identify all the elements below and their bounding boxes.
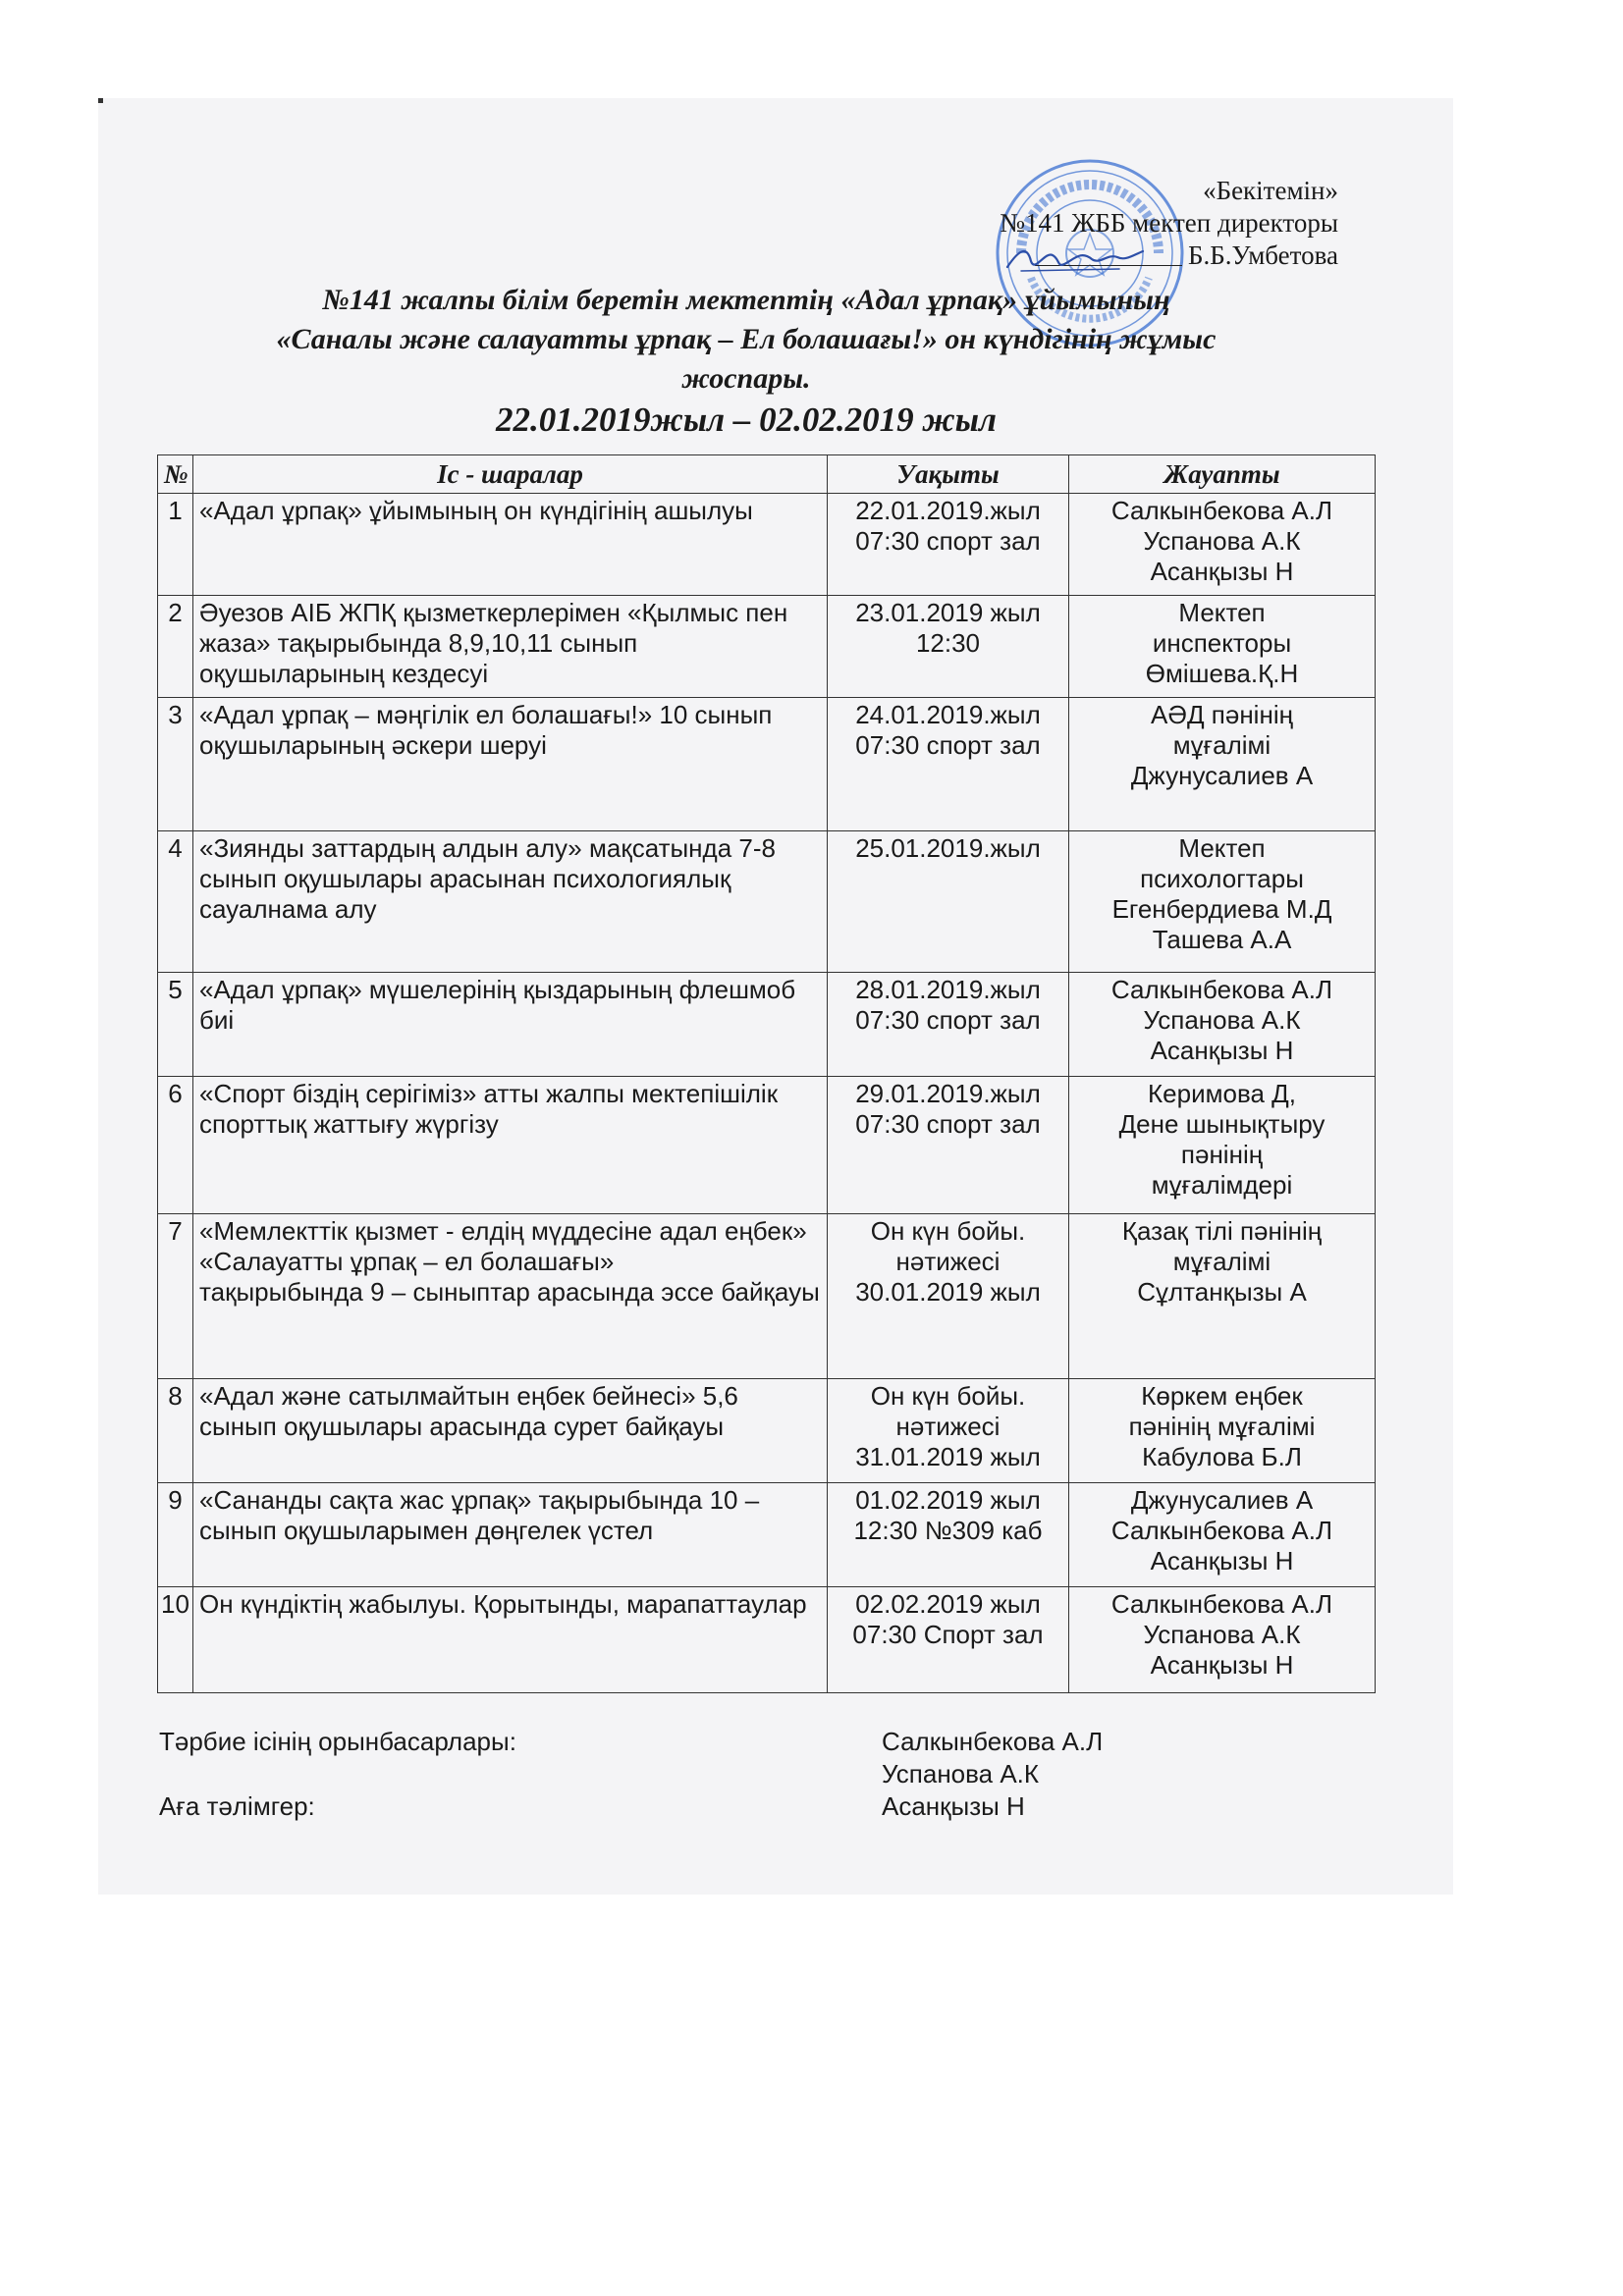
spacer	[159, 1758, 882, 1790]
responsible-cell	[1069, 596, 1376, 698]
event-text: «Адал және сатылмайтын еңбек бейнесі» 5,6 сынып оқушылары арасында сурет байқауы	[199, 1381, 738, 1441]
table-row	[158, 1483, 1376, 1587]
responsible-text: Мектеп психологтары Егенбердиева М.Д Ташева А.А	[1111, 833, 1332, 954]
table-row	[158, 596, 1376, 698]
approval-heading: «Бекітемін»	[1203, 176, 1338, 205]
header-responsible: Жауапты	[1069, 455, 1376, 494]
time-cell	[828, 1587, 1069, 1693]
deputies-label: Тәрбие ісінің орынбасарлары:	[159, 1727, 516, 1756]
time-cell	[828, 1077, 1069, 1214]
event-cell	[193, 1379, 828, 1483]
row-number: 7	[158, 1214, 193, 1379]
responsible-text: Салкынбекова А.Л Успанова А.К Асанқызы Н	[1110, 496, 1333, 586]
responsible-text: Салкынбекова А.Л Успанова А.К Асанқызы Н	[1110, 975, 1333, 1065]
time-text: 22.01.2019.жыл 07:30 спорт зал	[855, 496, 1041, 556]
event-text: «Сананды сақта жас ұрпақ» тақырыбында 10 – сынып оқушыларымен дөңгелек үстел	[199, 1485, 760, 1545]
time-cell	[828, 831, 1069, 973]
deputies-row-2	[159, 1758, 1103, 1790]
scan-mark	[98, 98, 103, 103]
time-cell	[828, 596, 1069, 698]
event-cell	[193, 973, 828, 1077]
time-text: 29.01.2019.жыл 07:30 спорт зал	[855, 1079, 1041, 1139]
time-text: 02.02.2019 жыл 07:30 Спорт зал	[852, 1589, 1044, 1649]
responsible-cell	[1069, 494, 1376, 596]
responsible-cell	[1069, 1379, 1376, 1483]
responsible-cell	[1069, 1077, 1376, 1214]
responsible-cell	[1069, 1214, 1376, 1379]
event-text: «Адал ұрпақ» ұйымының он күндігінің ашылуы	[199, 496, 753, 525]
table-row	[158, 494, 1376, 596]
table-header-row	[158, 455, 1376, 494]
leader-name: Асанқызы Н	[882, 1791, 1025, 1821]
table-row	[158, 1379, 1376, 1483]
event-cell	[193, 494, 828, 596]
time-text: Он күн бойы. нәтижесі 30.01.2019 жыл	[855, 1216, 1041, 1307]
time-cell	[828, 973, 1069, 1077]
header-number: №	[158, 455, 193, 494]
event-text: «Мемлекттік қызмет - елдің мүддесіне адал еңбек» «Салауатты ұрпақ – ел болашағы» тақырыбында 9 – сыныптар арасында эссе байқауы	[199, 1216, 820, 1307]
responsible-cell	[1069, 831, 1376, 973]
signatures-footer	[159, 1726, 1103, 1823]
event-text: Он күндіктің жабылуы. Қорытынды, марапаттаулар	[199, 1589, 807, 1619]
event-text: «Адал ұрпақ – мәңгілік ел болашағы!» 10 сынып оқушыларының әскери шеруі	[199, 700, 773, 760]
row-number: 10	[158, 1587, 193, 1693]
responsible-cell	[1069, 1587, 1376, 1693]
leader-label: Аға тәлімгер:	[159, 1791, 315, 1821]
leader-row	[159, 1790, 1103, 1823]
header-time: Уақыты	[828, 455, 1069, 494]
event-cell	[193, 1483, 828, 1587]
time-text: 28.01.2019.жыл 07:30 спорт зал	[855, 975, 1041, 1035]
event-cell	[193, 698, 828, 831]
title-line-3: жоспары.	[681, 362, 811, 395]
deputies-row	[159, 1726, 1103, 1758]
event-cell	[193, 1077, 828, 1214]
table-row	[158, 1214, 1376, 1379]
event-text: Әуезов АІБ ЖПҚ қызметкерлерімен «Қылмыс пен жаза» тақырыбында 8,9,10,11 сынып оқушыларының кездесуі	[199, 598, 788, 688]
row-number: 9	[158, 1483, 193, 1587]
time-cell	[828, 698, 1069, 831]
row-number: 1	[158, 494, 193, 596]
time-text: 01.02.2019 жыл 12:30 №309 каб	[853, 1485, 1043, 1545]
event-text: «Адал ұрпақ» мүшелерінің қыздарының флешмоб биі	[199, 975, 796, 1035]
table-row	[158, 1587, 1376, 1693]
event-cell	[193, 596, 828, 698]
event-text: «Спорт біздің серігіміз» атты жалпы мектепішілік спорттық жаттығу жүргізу	[199, 1079, 779, 1139]
time-text: 24.01.2019.жыл 07:30 спорт зал	[855, 700, 1041, 760]
title-line-2: «Саналы және салауатты ұрпақ – Ел болашағы!» он күндігінің жұмыс	[276, 323, 1217, 355]
deputy-name: Салкынбекова А.Л	[882, 1727, 1104, 1756]
document-title	[128, 281, 1365, 399]
responsible-cell	[1069, 698, 1376, 831]
event-cell	[193, 1214, 828, 1379]
table-row	[158, 831, 1376, 973]
time-text: 23.01.2019 жыл 12:30	[855, 598, 1041, 658]
row-number: 6	[158, 1077, 193, 1214]
responsible-text: Джунусалиев А Салкынбекова А.Л Асанқызы Н	[1110, 1485, 1333, 1575]
time-cell	[828, 1483, 1069, 1587]
time-cell	[828, 1379, 1069, 1483]
table-row	[158, 698, 1376, 831]
responsible-text: Көркем еңбек пәнінің мұғалімі Кабулова Б.Л	[1128, 1381, 1316, 1471]
time-cell	[828, 494, 1069, 596]
header-events: Іс - шаралар	[193, 455, 828, 494]
responsible-text: Керимова Д, Дене шынықтыру пәнінің мұғалімдері	[1118, 1079, 1325, 1200]
plan-dates: 22.01.2019жыл – 02.02.2019 жыл	[496, 400, 997, 439]
responsible-text: Қазақ тілі пәнінің мұғалімі Сұлтанқызы А	[1121, 1216, 1323, 1307]
responsible-text: Мектеп инспекторы Өмішева.Қ.Н	[1145, 598, 1299, 688]
responsible-cell	[1069, 973, 1376, 1077]
table-row	[158, 1077, 1376, 1214]
time-text: 25.01.2019.жыл	[855, 833, 1041, 863]
time-cell	[828, 1214, 1069, 1379]
row-number: 2	[158, 596, 193, 698]
event-cell	[193, 831, 828, 973]
row-number: 5	[158, 973, 193, 1077]
handwritten-signature	[1001, 241, 1149, 277]
responsible-text: АӘД пәнінің мұғалімі Джунусалиев А	[1130, 700, 1314, 790]
time-text: Он күн бойы. нәтижесі 31.01.2019 жыл	[855, 1381, 1041, 1471]
row-number: 4	[158, 831, 193, 973]
title-line-1: №141 жалпы білім беретін мектептің «Адал ұрпақ» ұйымының	[322, 284, 1170, 316]
plan-table	[157, 454, 1376, 1693]
table-row	[158, 973, 1376, 1077]
responsible-cell	[1069, 1483, 1376, 1587]
responsible-text: Салкынбекова А.Л Успанова А.К Асанқызы Н	[1110, 1589, 1333, 1680]
event-text: «Зиянды заттардың алдын алу» мақсатында 7-8 сынып оқушылары арасынан психологиялық сауалнама алу	[199, 833, 776, 924]
row-number: 3	[158, 698, 193, 831]
director-name: Б.Б.Умбетова	[1187, 240, 1338, 270]
approval-position: №141 ЖББ мектеп директоры	[1000, 208, 1338, 238]
event-cell	[193, 1587, 828, 1693]
deputy-name: Успанова А.К	[882, 1759, 1040, 1789]
row-number: 8	[158, 1379, 193, 1483]
